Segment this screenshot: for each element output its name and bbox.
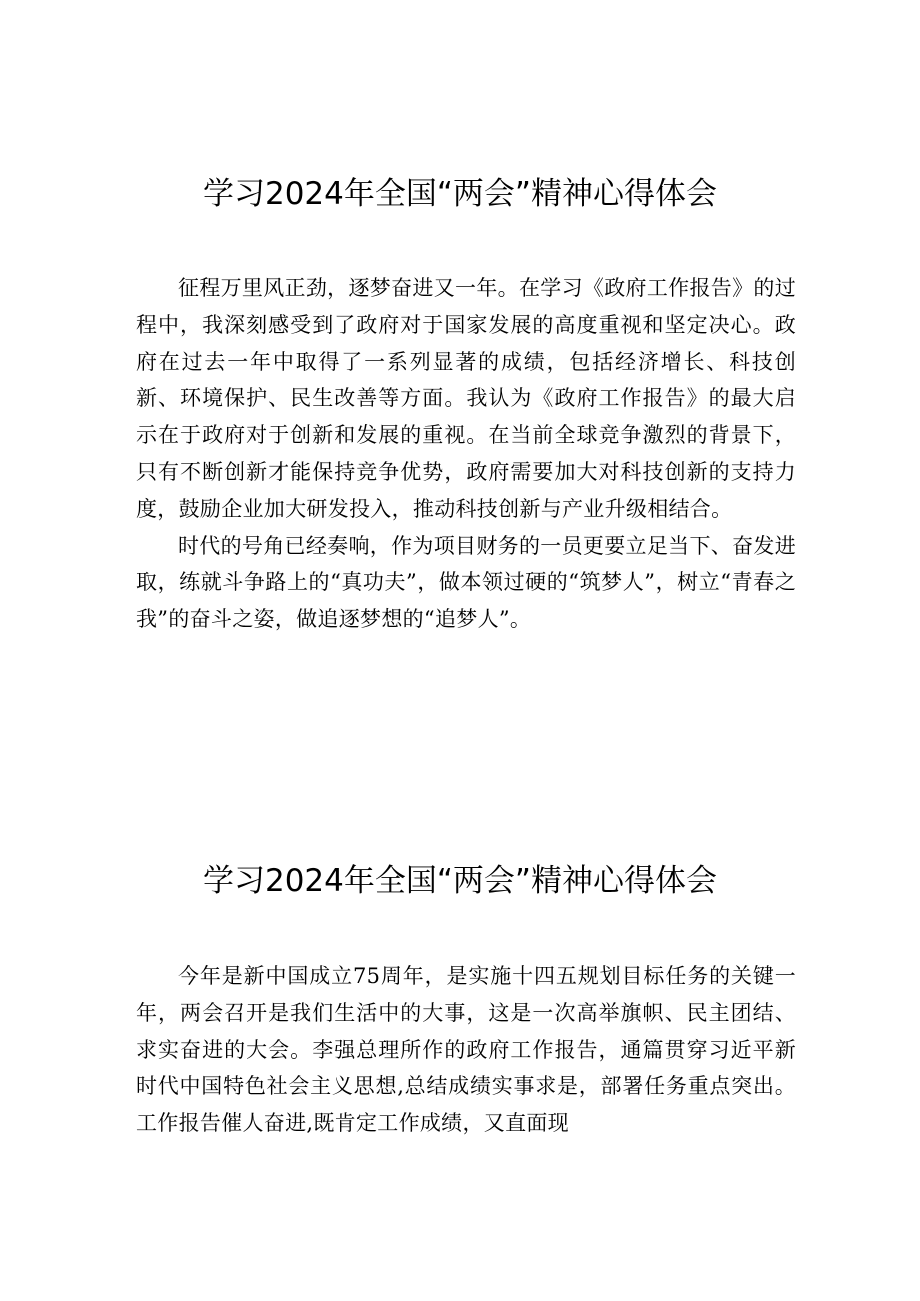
section-title: 学习2024年全国“两会”精神心得体会 <box>202 863 717 899</box>
paragraph: 今年是新中国成立75周年，是实施十四五规划目标任务的关键一年，两会召开是我们生活中的大事，这是一次高举旗帜、民主团结、求实奋进的大会。李强总理所作的政府工作报告，通篇贯穿习近平新时代中国特色社会主义思想,总结成绩实事求是，部署任务重点突出。工作报告催人奋进,既肯定工作成绩，又直面现 <box>136 964 796 1136</box>
section-body <box>136 270 796 638</box>
section-body <box>136 958 796 1142</box>
section-title: 学习2024年全国“两会”精神心得体会 <box>202 176 717 212</box>
paragraph: 征程万里风正劲，逐梦奋进又一年。在学习《政府工作报告》的过程中，我深刻感受到了政府对于国家发展的高度重视和坚定决心。政府在过去一年中取得了一系列显著的成绩，包括经济增长、科技创新、环境保护、民生改善等方面。我认为《政府工作报告》的最大启示在于政府对于创新和发展的重视。在当前全球竞争激烈的背景下，只有不断创新才能保持竞争优势，政府需要加大对科技创新的支持力度，鼓励企业加大研发投入，推动科技创新与产业升级相结合。 <box>136 276 796 521</box>
paragraph: 时代的号角已经奏响，作为项目财务的一员更要立足当下、奋发进取，练就斗争路上的“真功夫”，做本领过硬的“筑梦人”，树立“青春之我”的奋斗之姿，做追逐梦想的“追梦人”。 <box>136 533 796 632</box>
